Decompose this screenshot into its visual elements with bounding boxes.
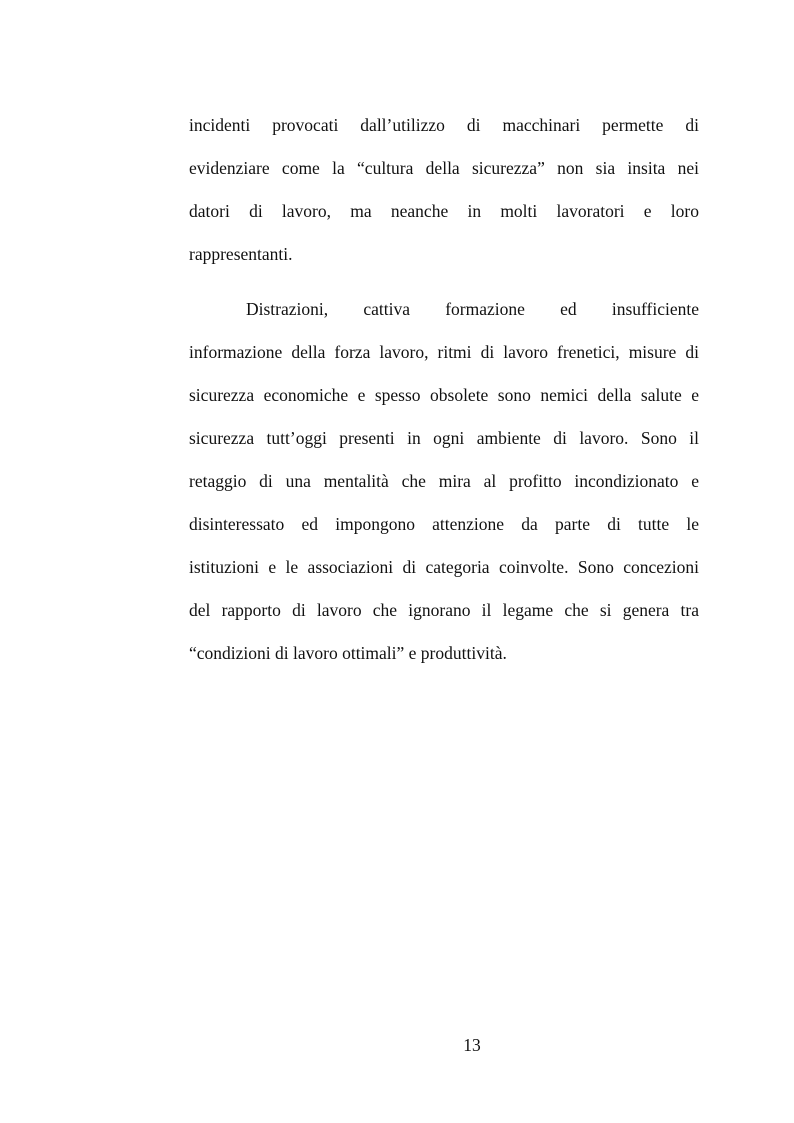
paragraph-1 <box>189 104 699 276</box>
paragraph-2-line-6: disinteressato ed impongono attenzione da parte di tutte le <box>189 514 699 534</box>
paragraph-2-line-1: Distrazioni, cattiva formazione ed insufficiente <box>246 299 699 319</box>
page-number: 13 <box>463 1035 481 1055</box>
paragraph-2-line-7: istituzioni e le associazioni di categoria coinvolte. Sono concezioni <box>189 557 699 577</box>
paragraph-2-line-3: sicurezza economiche e spesso obsolete sono nemici della salute e <box>189 385 699 405</box>
paragraph-2 <box>189 288 699 675</box>
paragraph-2-line-5: retaggio di una mentalità che mira al profitto incondizionato e <box>189 471 699 491</box>
paragraph-1-line-4: rappresentanti. <box>189 244 293 264</box>
paragraph-1-line-1: incidenti provocati dall’utilizzo di macchinari permette di <box>189 115 699 135</box>
paragraph-1-line-3: datori di lavoro, ma neanche in molti lavoratori e loro <box>189 201 699 221</box>
paragraph-2-line-2: informazione della forza lavoro, ritmi di lavoro frenetici, misure di <box>189 342 699 362</box>
paragraph-1-line-2: evidenziare come la “cultura della sicurezza” non sia insita nei <box>189 158 699 178</box>
paragraph-2-line-8: del rapporto di lavoro che ignorano il legame che si genera tra <box>189 600 699 620</box>
paragraph-2-line-4: sicurezza tutt’oggi presenti in ogni ambiente di lavoro. Sono il <box>189 428 699 448</box>
paragraph-2-line-9: “condizioni di lavoro ottimali” e produttività. <box>189 643 507 663</box>
